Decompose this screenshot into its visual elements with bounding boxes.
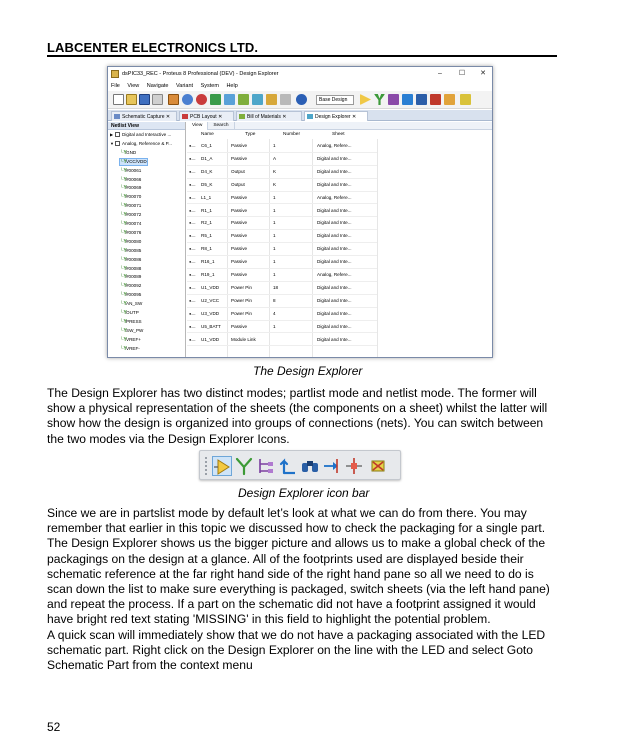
tree-net-item[interactable] (120, 283, 141, 289)
parent-sheet-icon[interactable] (278, 456, 298, 476)
tree-net-item[interactable] (120, 150, 136, 156)
open-icon[interactable] (126, 94, 137, 105)
tree-net-item[interactable] (120, 266, 141, 272)
cell-sheet: Digital and Inte... (317, 259, 352, 265)
table-row[interactable] (187, 243, 377, 256)
cell-type: Module Link (231, 336, 256, 342)
cell-type: Power Pin (231, 310, 252, 316)
pin-icon: ●— (189, 220, 196, 226)
tree-net-item[interactable] (120, 221, 141, 227)
cell-number: 1 (273, 207, 276, 213)
text-line: The Design Explorer shows us the bigger picture and allows us to make a global check of the (47, 536, 546, 551)
cell-number: 1 (273, 233, 276, 239)
tree-net-item[interactable] (120, 185, 141, 191)
tree-net-item[interactable] (120, 328, 143, 334)
view-search-tabs (187, 122, 492, 130)
close-project-icon[interactable] (152, 94, 163, 105)
cell-name: C6_1 (201, 143, 212, 148)
header-rule (47, 55, 557, 57)
cell-type: Passive (231, 220, 248, 226)
tree-item-label: #00070 (126, 194, 142, 200)
tree-net-item[interactable] (120, 257, 141, 263)
netlist-tree-pane (108, 122, 186, 358)
pin-icon: ●— (189, 323, 196, 329)
pin-icon: ●— (189, 143, 196, 148)
text-line: show a physical representation of the sheets (the components on a sheet) whilst the latter will (47, 401, 548, 416)
table-row[interactable] (187, 256, 377, 269)
tab-label: PCB Layout (190, 114, 217, 120)
tab-pcb-layout[interactable]: PCB Layout ✕ (179, 111, 234, 121)
cell-sheet: Digital and Inte... (317, 246, 352, 252)
pin-icon: ●— (189, 181, 196, 187)
text-line: schematic part. Right click on the Design Explorer on the line with the LED and select Goto (47, 642, 534, 657)
cell-name: U1_VDD (201, 284, 220, 290)
menu-help[interactable]: Help (226, 83, 238, 89)
bug-icon[interactable] (460, 94, 471, 105)
menu-system[interactable]: System (200, 83, 219, 89)
text-line: schematic reference at the far right hand side of the right hand pane so all we need to do is (47, 566, 534, 581)
text-line: and repeat the process. If a part on the schematic did not have a footprint assigned it would (47, 597, 536, 612)
netlist-mode-icon[interactable] (234, 456, 254, 476)
bug-icon[interactable] (368, 456, 388, 476)
window-title: dsPIC33_REC - Proteus 8 Professional (DEV) - Design Explorer (122, 71, 279, 77)
gerber-icon[interactable] (210, 94, 221, 105)
tree-item-label: #00088 (126, 265, 142, 271)
notes-icon[interactable] (266, 94, 277, 105)
tree-net-item[interactable] (120, 319, 142, 325)
tree-net-item[interactable] (120, 337, 141, 343)
tree-item-label: #00095 (126, 292, 142, 298)
figure-caption-icon-bar: Design Explorer icon bar (238, 486, 370, 500)
cell-name: U5_BATT (201, 323, 221, 329)
cell-type: Passive (231, 233, 248, 239)
cell-sheet: Digital and Inte... (317, 297, 352, 303)
tree-item-label: VCC/VDD (126, 158, 147, 164)
pin-icon: ●— (189, 155, 196, 161)
pin-icon: ●— (189, 272, 196, 277)
text-line: The Design Explorer has two distinct modes; partlist mode and netlist mode. The former will (47, 386, 537, 400)
text-line: have bright red text stating 'MISSING' in this field to highlight the potential problem. (47, 612, 491, 627)
cell-sheet: Digital and Inte... (317, 233, 352, 239)
table-row[interactable] (187, 295, 377, 308)
page-number: 52 (47, 720, 61, 734)
tree-net-item[interactable] (120, 248, 141, 254)
sheet-icon (115, 132, 120, 137)
pcb-icon[interactable] (196, 94, 207, 105)
cell-number: K (273, 181, 277, 187)
net-icon: └Y (120, 345, 127, 352)
text-line: show how the design is organized into groups of connections (nets). You can switch between (47, 416, 544, 431)
cell-number: 1 (273, 220, 276, 226)
subtab-view[interactable]: View (187, 122, 208, 130)
search-icon[interactable] (416, 94, 427, 105)
table-row[interactable] (187, 321, 377, 334)
project-icon[interactable] (280, 94, 291, 105)
cell-name: U2_VCC (201, 297, 220, 303)
chevron-down-icon[interactable]: ▼ (110, 140, 114, 146)
binoculars-icon[interactable] (300, 456, 320, 476)
app-icon (111, 70, 119, 78)
cell-name: R5_1 (201, 233, 212, 239)
home-icon[interactable] (168, 94, 179, 105)
tree-item-label: #00089 (126, 274, 142, 280)
goto-net-icon[interactable] (322, 456, 342, 476)
pin-icon: ●— (189, 259, 196, 265)
table-row[interactable] (187, 153, 377, 166)
text-line: Schematic Part from the context menu (47, 658, 253, 673)
text-line: packagings on the design at a glance. All of the footprints used are displayed beside their (47, 551, 524, 566)
close-button[interactable]: ✕ (480, 70, 486, 77)
cell-number: 1 (273, 246, 276, 252)
tree-item-label: #00086 (126, 256, 142, 262)
net-icon: └Y (120, 212, 127, 219)
cell-type: Passive (231, 143, 248, 148)
explorer-icon[interactable] (252, 94, 263, 105)
text-line: A quick scan will immediately show that we do not have a packaging associated with the LED (47, 627, 546, 642)
cell-name: R2_1 (201, 220, 212, 226)
cell-sheet: Digital and Inte... (317, 323, 352, 329)
netlist-mode-icon[interactable] (374, 94, 385, 105)
table-row[interactable] (187, 217, 377, 230)
column-type[interactable]: Type (245, 132, 256, 137)
cell-type: Passive (231, 194, 248, 200)
tree-net-item[interactable] (120, 301, 142, 307)
cell-name: R19_1 (201, 272, 215, 277)
pin-icon: ●— (189, 207, 196, 213)
tree-item-label: #00085 (126, 247, 142, 253)
maximize-button[interactable]: ☐ (458, 70, 466, 77)
menu-view[interactable]: View (127, 83, 140, 89)
cell-name: R1_1 (201, 207, 212, 213)
net-icon: └Y (120, 167, 127, 174)
column-sheet[interactable]: Sheet (332, 132, 345, 137)
tree-net-item[interactable] (120, 203, 141, 209)
tree-item-label: VREF+ (126, 336, 141, 342)
cell-number: 1 (273, 272, 276, 277)
net-icon: └Y (120, 185, 127, 192)
goto-part-icon[interactable] (344, 456, 364, 476)
tree-item-label: #00061 (126, 167, 142, 173)
bom-icon[interactable] (238, 94, 249, 105)
net-icon: └Y (120, 229, 127, 236)
tree-item-label: SW_PW (126, 327, 144, 333)
tree-item-label: PRESS (126, 318, 142, 324)
partlist-mode-icon[interactable] (360, 94, 371, 105)
cell-number: 1 (273, 194, 276, 200)
cell-number: A (273, 155, 277, 161)
cell-type: Passive (231, 272, 248, 277)
net-icon: └Y (120, 265, 127, 272)
cell-sheet: Digital and Inte... (317, 181, 352, 187)
cell-name: L1_1 (201, 194, 212, 200)
hierarchy-icon[interactable] (256, 456, 276, 476)
up-icon[interactable] (402, 94, 413, 105)
cell-number: 8 (273, 297, 276, 303)
tree-net-item[interactable] (120, 168, 141, 174)
save-icon[interactable] (139, 94, 150, 105)
cell-type: Passive (231, 246, 248, 252)
tab-label: Bill of Materials (247, 114, 281, 120)
chevron-right-icon[interactable]: ▶ (110, 132, 114, 137)
net-icon: └Y (120, 301, 127, 308)
menu-file[interactable]: File (111, 83, 120, 89)
net-icon: └Y (120, 238, 127, 245)
tree-item-label: AN_SW (126, 301, 143, 307)
cell-type: Passive (231, 207, 248, 213)
net-icon: └Y (120, 336, 127, 343)
cell-number: 4 (273, 310, 276, 316)
cell-sheet: Digital and Inte... (317, 155, 352, 161)
text-line: scan down the list to make sure everything is packaged, switch sheets (via the left hand pane) (47, 582, 550, 597)
main-toolbar (108, 91, 492, 109)
cell-sheet: Analog, Refere... (317, 272, 352, 277)
cell-type: Power Pin (231, 297, 252, 303)
subtab-search[interactable]: Search (208, 122, 234, 130)
tree-item-label: #00066 (126, 176, 142, 182)
sheet-icon (115, 141, 120, 146)
pin-icon: ●— (189, 233, 196, 239)
net-icon: └Y (120, 274, 127, 281)
cell-name: D4_K (201, 168, 213, 174)
tree-item-label: Analog, Reference & P... (122, 140, 172, 146)
net-icon: └Y (120, 256, 127, 263)
table-row[interactable] (187, 230, 377, 243)
net-icon: └Y (120, 283, 127, 290)
tree-item-label: Digital and Interactive ... (122, 132, 172, 137)
tab-schematic-capture[interactable]: Schematic Capture ✕ (111, 111, 177, 121)
partlist-mode-icon[interactable] (212, 456, 232, 476)
tree-item-label: #00071 (126, 203, 142, 209)
net-icon: └Y (120, 203, 127, 210)
tab-bill-of-materials[interactable]: Bill of Materials ✕ (236, 111, 302, 121)
menu-variant[interactable]: Variant (176, 83, 194, 89)
tree-net-item[interactable] (120, 159, 147, 165)
document-tabs (108, 110, 492, 121)
paragraph-partslist (47, 506, 567, 673)
tree-net-item[interactable] (120, 194, 141, 200)
column-number[interactable]: Number (283, 132, 301, 137)
cell-name: R8_1 (201, 246, 212, 252)
tree-net-item[interactable] (120, 177, 141, 183)
tree-item-label: OUTP (126, 310, 139, 315)
cell-sheet: Digital and Inte... (317, 207, 352, 213)
pin-icon: ●— (189, 310, 196, 316)
net-icon: └Y (120, 158, 127, 165)
net-icon: └Y (120, 292, 127, 299)
table-row[interactable] (187, 179, 377, 192)
figure-caption-design-explorer: The Design Explorer (253, 364, 363, 378)
grid-divider (377, 139, 378, 358)
tree-item-label: #00076 (126, 229, 142, 235)
tree-net-item[interactable] (120, 239, 141, 245)
help-icon[interactable] (296, 94, 307, 105)
cell-type: Output (231, 168, 245, 174)
cell-name: R16_1 (201, 259, 215, 265)
tree-net-item[interactable] (120, 346, 140, 352)
hierarchy-icon[interactable] (388, 94, 399, 105)
cell-name: U1_VDD (201, 336, 220, 342)
cell-number: 18 (273, 284, 279, 290)
schematic-icon[interactable] (182, 94, 193, 105)
cell-sheet: Digital and Inte... (317, 168, 352, 174)
net-icon: └Y (120, 194, 127, 201)
cell-number: K (273, 168, 277, 174)
table-row[interactable] (187, 192, 377, 205)
table-row[interactable] (187, 166, 377, 179)
window-titlebar (108, 67, 492, 81)
text-line: remember that earlier in this topic we discussed how to check the packaging for a single part. (47, 521, 546, 536)
column-name[interactable]: Name (201, 132, 214, 137)
table-row[interactable] (187, 334, 377, 347)
design-explorer-icon-bar (199, 450, 401, 480)
cell-type: Power Pin (231, 284, 252, 290)
menu-bar (108, 81, 492, 91)
tab-design-explorer[interactable]: Design Explorer ✕ (304, 111, 368, 121)
menu-navigate[interactable]: Navigate (146, 83, 169, 89)
table-row[interactable] (187, 282, 377, 295)
cell-type: Passive (231, 323, 248, 329)
cell-name: D5_K (201, 181, 213, 187)
tree-net-item[interactable] (120, 310, 139, 316)
cell-name: D1_A (201, 155, 213, 161)
design-explorer-screenshot (107, 66, 493, 358)
net-icon: └Y (120, 221, 127, 227)
tree-item-label: VREF- (126, 345, 140, 351)
net-icon: └Y (120, 310, 127, 316)
cell-type: Passive (231, 259, 248, 265)
table-row[interactable] (187, 205, 377, 218)
minimize-button[interactable]: – (438, 70, 442, 77)
pane-title: Netlist View (108, 122, 185, 130)
net-icon: └Y (120, 176, 127, 183)
tree-sheet-item[interactable] (110, 132, 171, 138)
cell-type: Passive (231, 155, 248, 161)
pin-list-pane (187, 122, 492, 358)
table-row[interactable] (187, 308, 377, 321)
variant-combo[interactable]: Base Design (316, 95, 354, 105)
tree-item-label: #00080 (126, 238, 142, 244)
cell-sheet: Digital and Inte... (317, 336, 352, 342)
tree-item-label: #00069 (126, 185, 142, 191)
tree-net-item[interactable] (120, 292, 141, 298)
pin-icon: ●— (189, 168, 196, 174)
tab-label: Design Explorer (315, 114, 351, 120)
new-icon[interactable] (113, 94, 124, 105)
tree-sheet-item[interactable] (110, 141, 172, 147)
cell-number: 1 (273, 259, 276, 265)
goto-icon[interactable] (430, 94, 441, 105)
tree-item-label: GND (126, 149, 137, 155)
properties-icon[interactable] (444, 94, 455, 105)
table-row[interactable] (187, 140, 377, 153)
page-header: LABCENTER ELECTRONICS LTD. (47, 40, 259, 55)
cell-sheet: Analog, Refere... (317, 194, 352, 200)
toolbar-grip[interactable] (205, 457, 207, 475)
tree-item-label: #00072 (126, 212, 142, 218)
cell-sheet: Digital and Inte... (317, 220, 352, 226)
paragraph-modes (47, 386, 567, 447)
cell-sheet: Digital and Inte... (317, 284, 352, 290)
cell-number: 1 (273, 143, 276, 148)
pin-icon: ●— (189, 284, 196, 290)
cell-type: Output (231, 181, 245, 187)
table-row[interactable] (187, 269, 377, 282)
cell-number: 1 (273, 323, 276, 329)
cell-sheet: Analog, Refere... (317, 143, 352, 148)
pin-icon: ●— (189, 246, 196, 252)
pin-icon: ●— (189, 194, 196, 200)
text-line: the two modes via the Design Explorer Icons. (47, 431, 290, 446)
net-icon: └Y (120, 247, 127, 254)
tree-item-label: #00074 (126, 221, 142, 226)
cell-name: U3_VDD (201, 310, 220, 316)
net-icon: └Y (120, 327, 127, 334)
net-icon: └Y (120, 149, 127, 156)
tree-net-item[interactable] (120, 274, 141, 280)
3d-icon[interactable] (224, 94, 235, 105)
tree-net-item[interactable] (120, 212, 141, 218)
net-icon: └Y (120, 318, 127, 325)
tree-net-item[interactable] (120, 230, 141, 236)
tab-label: Schematic Capture (122, 114, 165, 120)
cell-sheet: Digital and Inte... (317, 310, 352, 316)
tree-item-label: #00092 (126, 283, 142, 289)
pin-icon: ●— (189, 297, 196, 303)
pin-icon: ●— (189, 336, 196, 342)
text-line: Since we are in partslist mode by default let’s look at what we can do from there. You may (47, 506, 527, 520)
